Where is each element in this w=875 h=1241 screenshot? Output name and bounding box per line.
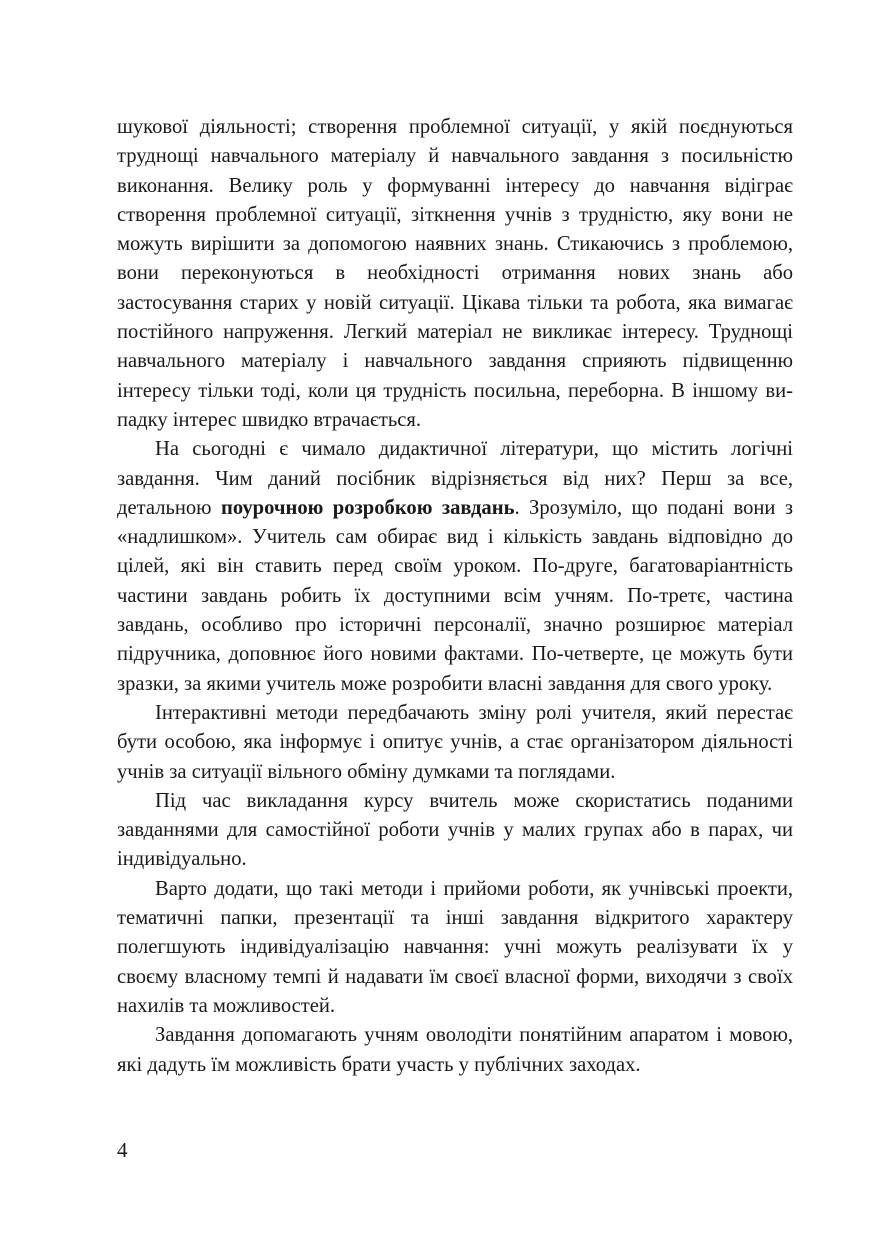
paragraph	[117, 113, 793, 435]
paragraph-text: Під час викладання курсу вчитель може скористатись поданими завданнями для самостійної роботи учнів у малих групах або в парах, чи індивідуально.	[117, 789, 793, 871]
body-text	[117, 113, 793, 1080]
paragraph-text: шукової діяльності; створення проблемної ситуації, у якій поєднуються труднощі навчального матеріалу й навчального завдання з посильністю виконання. Велику роль у формуванні інтересу до навчання відіграє створення проблемної ситуації, зіткнення учнів з трудністю, яку вони не можуть вирішити за допомогою наявних знань. Стикаючись з проблемою, вони переконуються в необхідності отримання нових знань або застосування старих у новій ситуації. Цікава тільки та робота, яка вимагає постійного напруження. Легкий матеріал не викликає інтересу. Труднощі навчального матеріалу і навчального завдання сприяють підвищенню інтересу тільки тоді, коли ця трудність посильна, переборна. В іншому випадку інтерес швидко втрачається.	[117, 116, 793, 431]
paragraph	[117, 1021, 793, 1080]
paragraph	[117, 699, 793, 787]
paragraph	[117, 787, 793, 875]
page-number: 4	[117, 1138, 128, 1162]
paragraph-text: На сьогодні є чимало дидактичної літератури, що містить логічні завдання. Чим даний посібник відрізняється від них? Перш за все, детальною	[117, 438, 793, 519]
paragraph	[117, 875, 793, 1021]
paragraph	[117, 435, 793, 699]
paragraph-text: . Зрозуміло, що подані вони з «надлишком». Учитель сам обирає вид і кількість завдань відповідно до цілей, які він ставить перед своїм уроком. По-друге, багатоваріантність частини завдань робить їх доступними всім учням. По-третє, частина завдань, особливо про історичні персоналії, значно розширює матеріал підручника, доповнює його новими фактами. По-четверте, це можуть бути зразки, за якими учитель може розробити власні завдання для свого уроку.	[117, 496, 793, 695]
paragraph-text: Інтерактивні методи передбачають зміну ролі учителя, який перестає бути особою, яка інформує і опитує учнів, а стає організатором діяльності учнів за ситуації вільного обміну думками та поглядами.	[117, 701, 793, 783]
paragraph-text: Варто додати, що такі методи і прийоми роботи, як учнівські проекти, тематичні папки, презентації та інші завдання відкритого характеру полегшують індивідуалізацію навчання: учні можуть реалізувати їх у своєму власному темпі й надавати їм своєї власної форми, виходячи з своїх нахилів та можливостей.	[117, 877, 793, 1017]
paragraph-text: Завдання допомагають учням оволодіти понятійним апаратом і мовою, які дадуть їм можливість брати участь у публічних заходах.	[117, 1024, 793, 1076]
emphasized-text: поурочною розробкою завдань	[220, 496, 515, 519]
